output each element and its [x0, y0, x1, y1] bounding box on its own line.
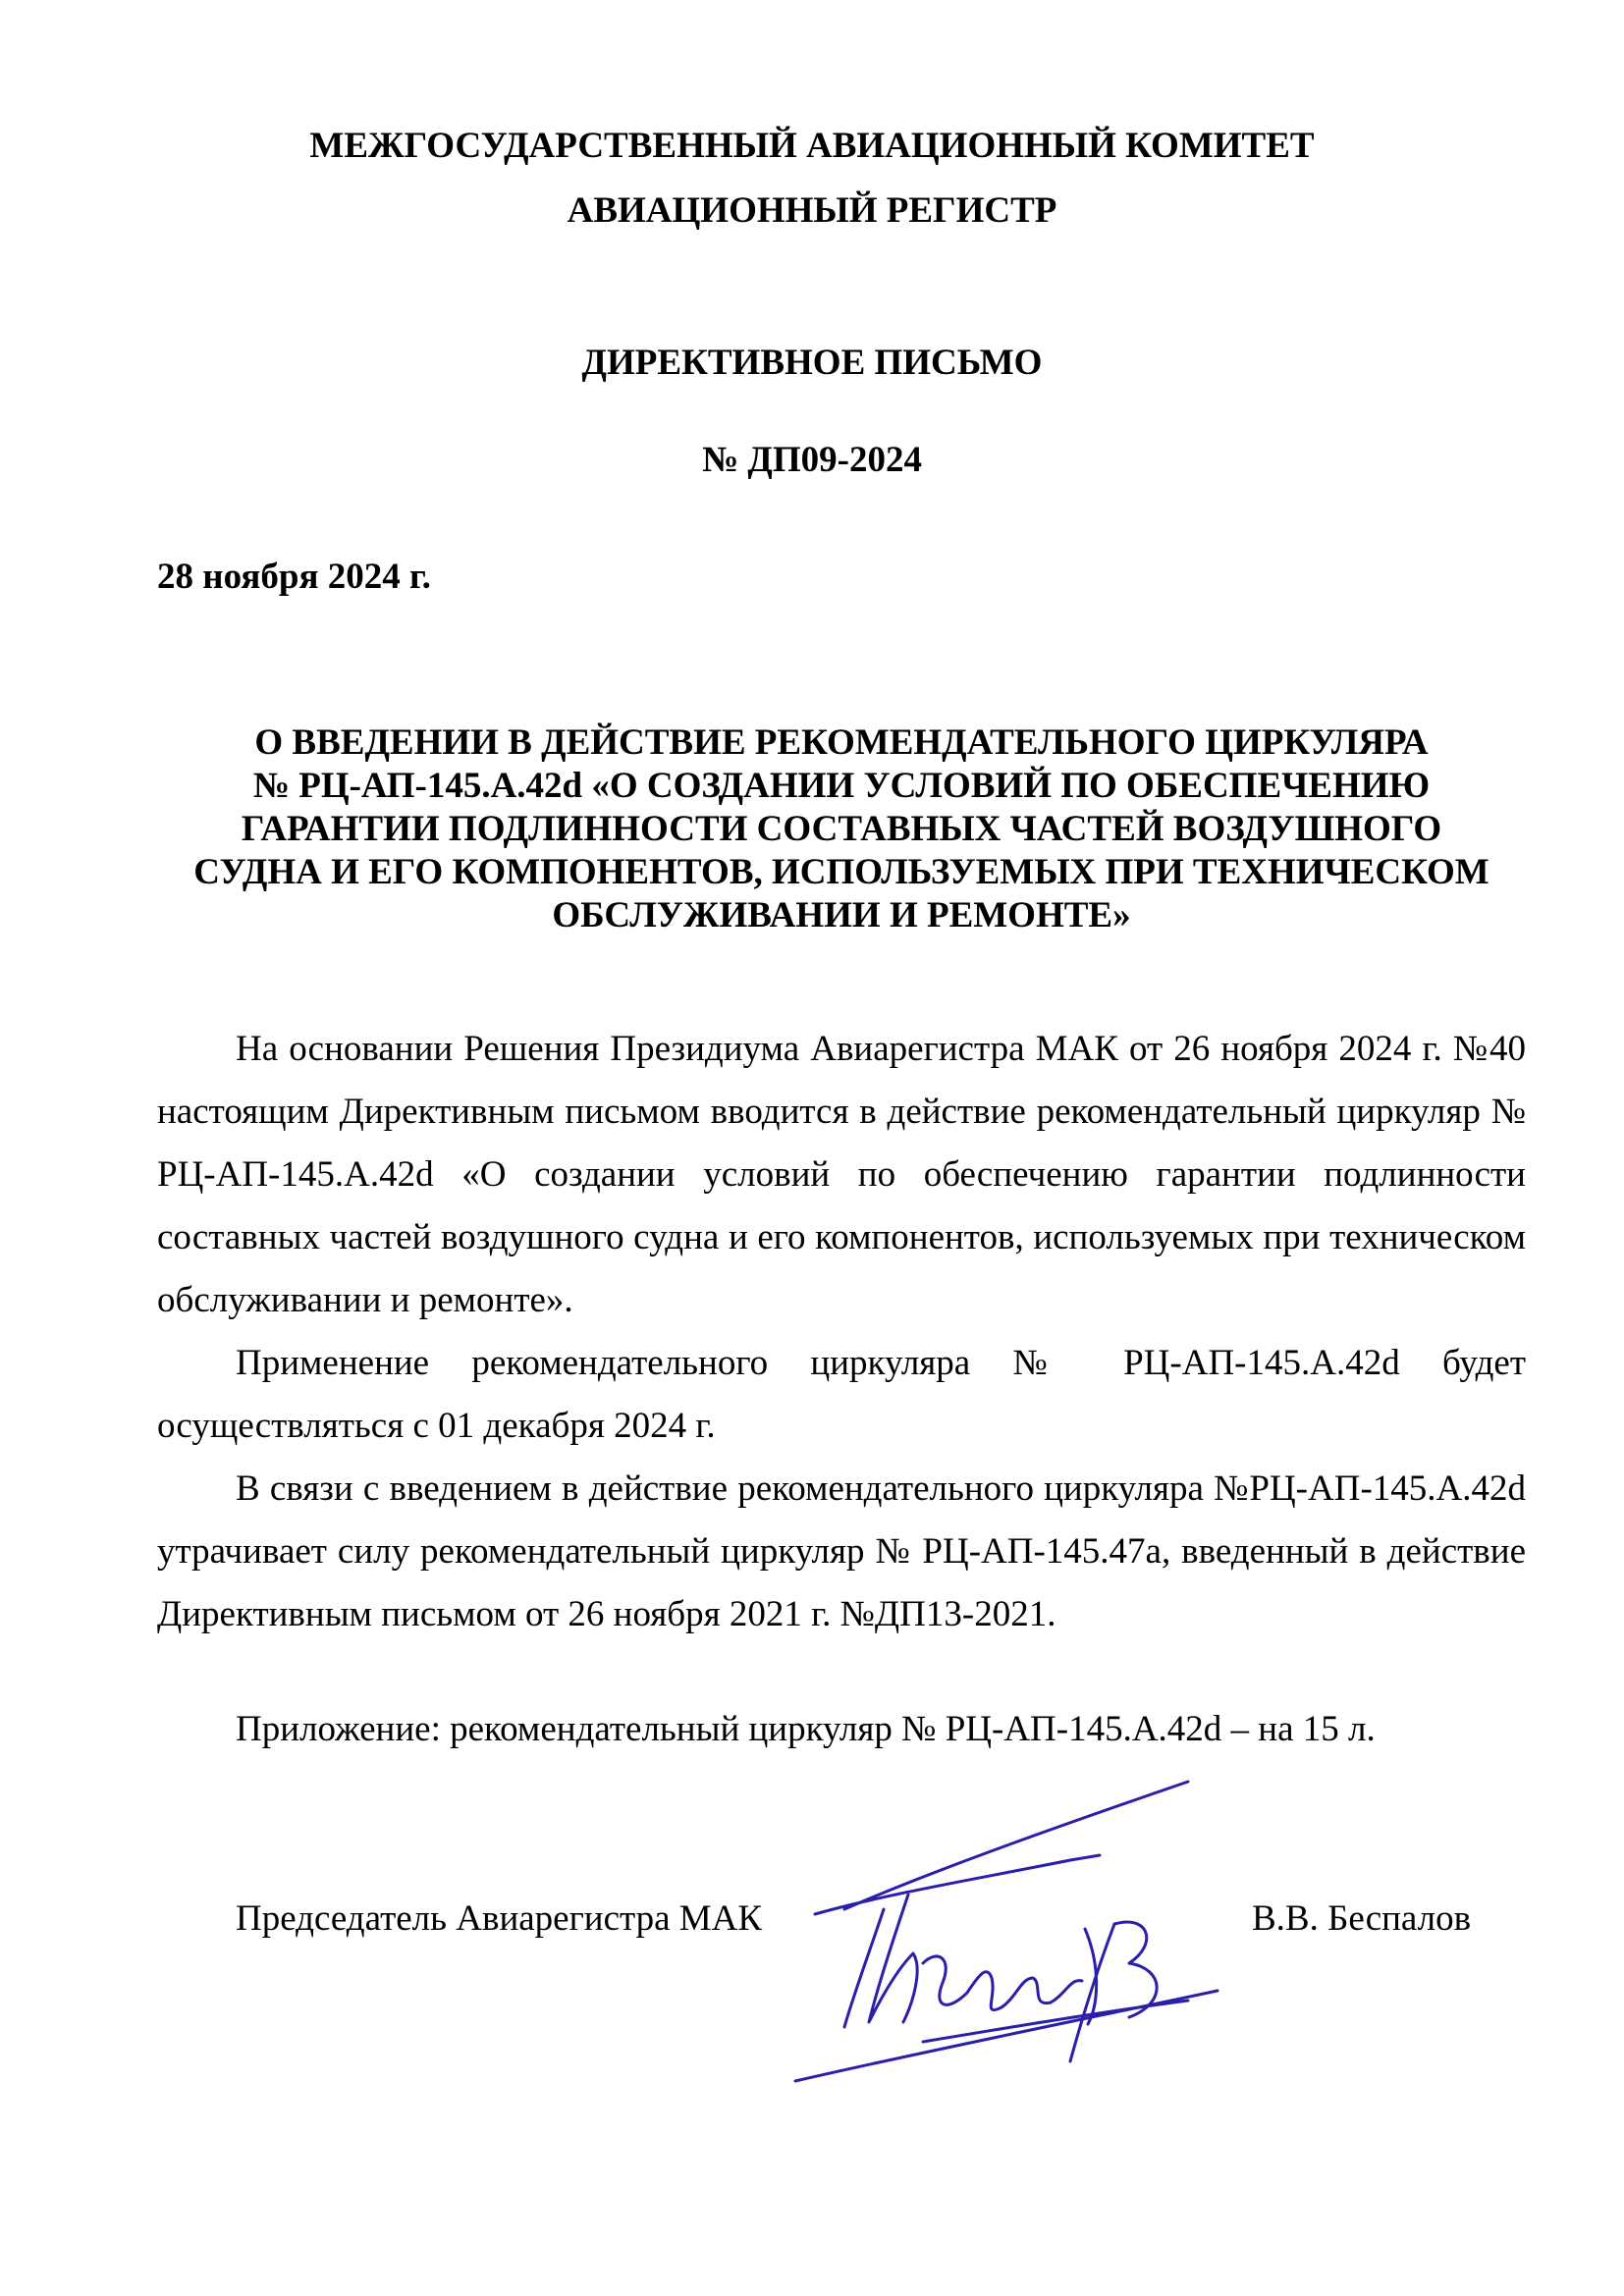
handwritten-signature — [776, 1767, 1227, 2091]
body-paragraph: В связи с введением в действие рекомендательного циркуляра №РЦ-АП-145.А.42d утрачивает силу рекомендательный циркуляр № РЦ-АП-145.47а, введенный в действие Директивным письмом от 26 ноября 2021 г. №ДП13-2021. — [157, 1468, 1526, 1634]
subject-line: ОБСЛУЖИВАНИИ И РЕМОНТЕ» — [552, 895, 1131, 935]
document-number: № ДП09-2024 — [702, 440, 922, 480]
letter-body — [157, 1018, 1526, 1646]
document-subject — [157, 721, 1526, 937]
document-date: 28 ноября 2024 г. — [157, 557, 431, 597]
attachment-note: Приложение: рекомендательный циркуляр № РЦ-АП-145.А.42d – на 15 л. — [236, 1709, 1376, 1749]
signatory-role: Председатель Авиарегистра МАК — [236, 1898, 763, 1939]
subject-line: О ВВЕДЕНИИ В ДЕЙСТВИЕ РЕКОМЕНДАТЕЛЬНОГО ЦИРКУЛЯРА — [254, 722, 1429, 763]
body-paragraph: Применение рекомендательного циркуляра № РЦ-АП-145.А.42d будет осуществляться с 01 декабря 2024 г. — [157, 1343, 1526, 1446]
body-paragraph: На основании Решения Президиума Авиарегистра МАК от 26 ноября 2024 г. №40 настоящим Директивным письмом вводится в действие рекомендательный циркуляр № РЦ-АП-145.А.42d «О создании условий по обеспечению гарантии подлинности составных частей воздушного судна и его компонентов, используемых при техническом обслуживании и ремонте». — [157, 1029, 1526, 1320]
subject-line: № РЦ-АП-145.А.42d «О СОЗДАНИИ УСЛОВИЙ ПО ОБЕСПЕЧЕНИЮ — [252, 766, 1431, 806]
subject-line: ГАРАНТИИ ПОДЛИННОСТИ СОСТАВНЫХ ЧАСТЕЙ ВОЗДУШНОГО — [241, 809, 1442, 849]
subject-line: СУДНА И ЕГО КОМПОНЕНТОВ, ИСПОЛЬЗУЕМЫХ ПРИ ТЕХНИЧЕСКОМ — [193, 852, 1489, 892]
org-name-line1: МЕЖГОСУДАРСТВЕННЫЙ АВИАЦИОННЫЙ КОМИТЕТ — [309, 126, 1315, 166]
document-type-title: ДИРЕКТИВНОЕ ПИСЬМО — [581, 343, 1043, 383]
signatory-name: В.В. Беспалов — [1252, 1898, 1472, 1939]
org-name-line2: АВИАЦИОННЫЙ РЕГИСТР — [567, 190, 1057, 231]
